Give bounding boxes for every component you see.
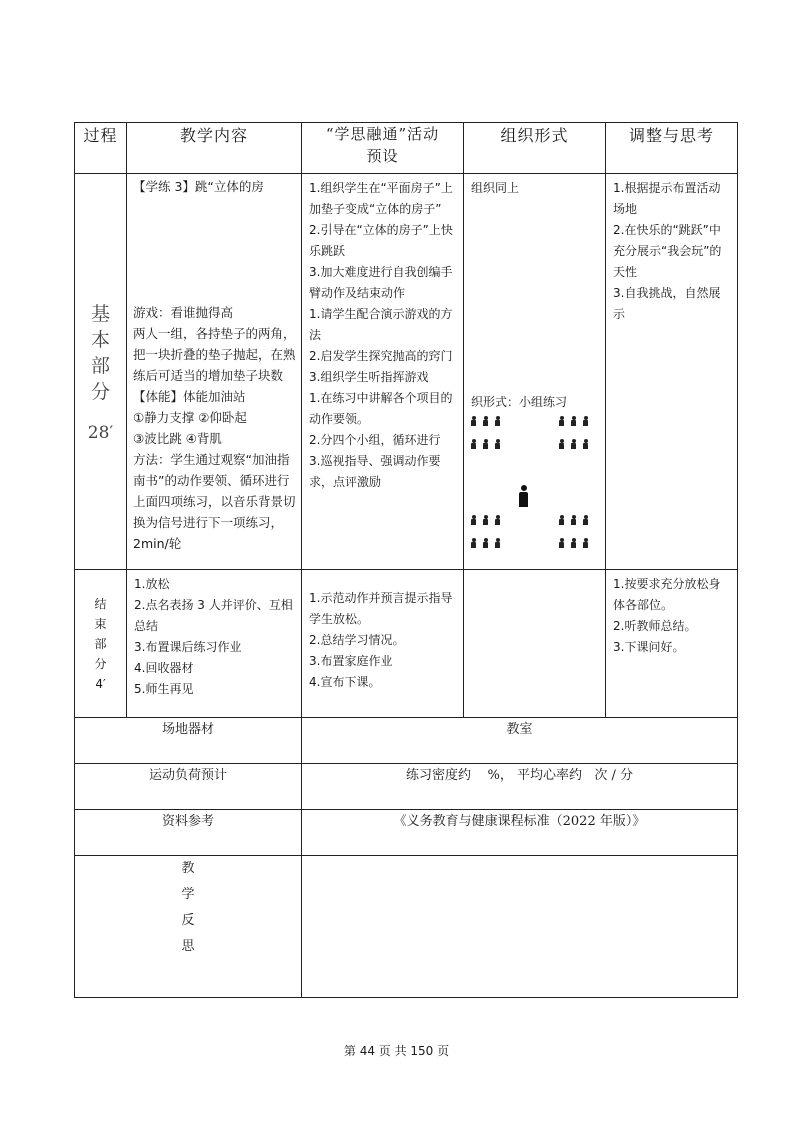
ending-stage-label: 结 束 部 分 4′: [75, 570, 127, 718]
student-icon: [571, 416, 576, 426]
student-icon: [471, 515, 476, 525]
teacher-icon: [519, 485, 528, 507]
ending-activity: 1.示范动作并预言提示指导学生放松。 2.总结学习情况。 3.布置家庭作业 4.宣布下课。: [302, 570, 464, 718]
reference-row: [75, 810, 738, 856]
lesson-plan-table: [74, 122, 738, 998]
student-icon: [571, 515, 576, 525]
header-adjust: 调整与思考: [606, 123, 738, 174]
basic-activity: 1.组织学生在“平面房子”上加垫子变成“立体的房子” 2.引导在“立体的房子”上快乐跳跃 3.加大难度进行自我创编手臂动作及结束动作 1.请学生配合演示游戏的方法 2.启发学生探究抛高的窍门 3.组织学生听指挥游戏 1.在练习中讲解各个项目的动作要领。 2.分四个小组，循环进行 3.巡视指导、强调动作要求，点评激励: [302, 174, 464, 570]
student-icon: [559, 515, 564, 525]
student-icon: [559, 439, 564, 449]
reflection-value: [302, 856, 738, 998]
ending-adjust: 1.按要求充分放松身体各部位。 2.听教师总结。 3.下课问好。: [606, 570, 738, 718]
basic-section-row: [75, 174, 738, 570]
group-top-right: [559, 416, 595, 437]
group-top-left: [471, 416, 507, 437]
basic-stage-label: 基 本 部 分 28′: [75, 174, 127, 570]
student-icon: [583, 515, 588, 525]
basic-content: 【学练 3】跳“立体的房 游戏：看谁抛得高 两人一组，各持垫子的两角，把一块折叠的垫子抛起，在熟练后可适当的增加垫子块数 【体能】体能加油站 ①静力支撑 ②仰卧起 ③波比跳 ④背肌 方法：学生通过观察“加油指南书”的动作要领、循环进行上面四项练习，以音乐背景切换为信号进行下一项练习，2min/轮: [127, 174, 302, 570]
reference-label: 资料参考: [75, 810, 302, 856]
group-bottom-right: [559, 515, 595, 536]
venue-value: 教室: [302, 718, 738, 764]
student-icon: [483, 515, 488, 525]
student-icon: [483, 439, 488, 449]
student-icon: [471, 538, 476, 548]
group-bottom-left: [471, 538, 507, 559]
student-icon: [471, 439, 476, 449]
load-value: 练习密度约 %， 平均心率约 次 / 分: [302, 764, 738, 810]
student-icon: [571, 439, 576, 449]
basic-adjust: 1.根据提示布置活动场地 2.在快乐的“跳跃”中充分展示“我会玩”的天性 3.自我挑战，自然展示: [606, 174, 738, 570]
venue-label: 场地器材: [75, 718, 302, 764]
group-bottom-right: [559, 538, 595, 559]
header-activity: “学思融通”活动 预设: [302, 123, 464, 174]
header-process: 过程: [75, 123, 127, 174]
student-icon: [495, 538, 500, 548]
student-icon: [483, 416, 488, 426]
ending-section-row: [75, 570, 738, 718]
ending-organization: [464, 570, 606, 718]
student-icon: [495, 439, 500, 449]
student-icon: [571, 538, 576, 548]
reflection-label: 教 学 反 思: [75, 856, 302, 998]
page-number: 第 44 页 共 150 页: [343, 1044, 450, 1058]
student-icon: [559, 416, 564, 426]
student-icon: [559, 538, 564, 548]
group-bottom-left: [471, 515, 507, 536]
load-row: [75, 764, 738, 810]
basic-time: 28′: [87, 422, 114, 443]
student-icon: [471, 416, 476, 426]
student-icon: [583, 538, 588, 548]
reflection-row: [75, 856, 738, 998]
student-icon: [583, 416, 588, 426]
student-icon: [483, 538, 488, 548]
basic-organization: 组织同上 织形式：小组练习: [464, 174, 606, 570]
header-organization: 组织形式: [464, 123, 606, 174]
group-top-right: [559, 439, 595, 460]
student-icon: [495, 515, 500, 525]
ending-content: 1.放松 2.点名表扬 3 人并评价、互相总结 3.布置课后练习作业 4.回收器材 5.师生再见: [127, 570, 302, 718]
header-row: [75, 123, 738, 174]
reference-value: 《义务教育与健康课程标准（2022 年版）》: [302, 810, 738, 856]
venue-row: [75, 718, 738, 764]
student-icon: [583, 439, 588, 449]
formation-diagram: [471, 413, 600, 563]
header-content: 教学内容: [127, 123, 302, 174]
student-icon: [495, 416, 500, 426]
group-top-left: [471, 439, 507, 460]
load-label: 运动负荷预计: [75, 764, 302, 810]
